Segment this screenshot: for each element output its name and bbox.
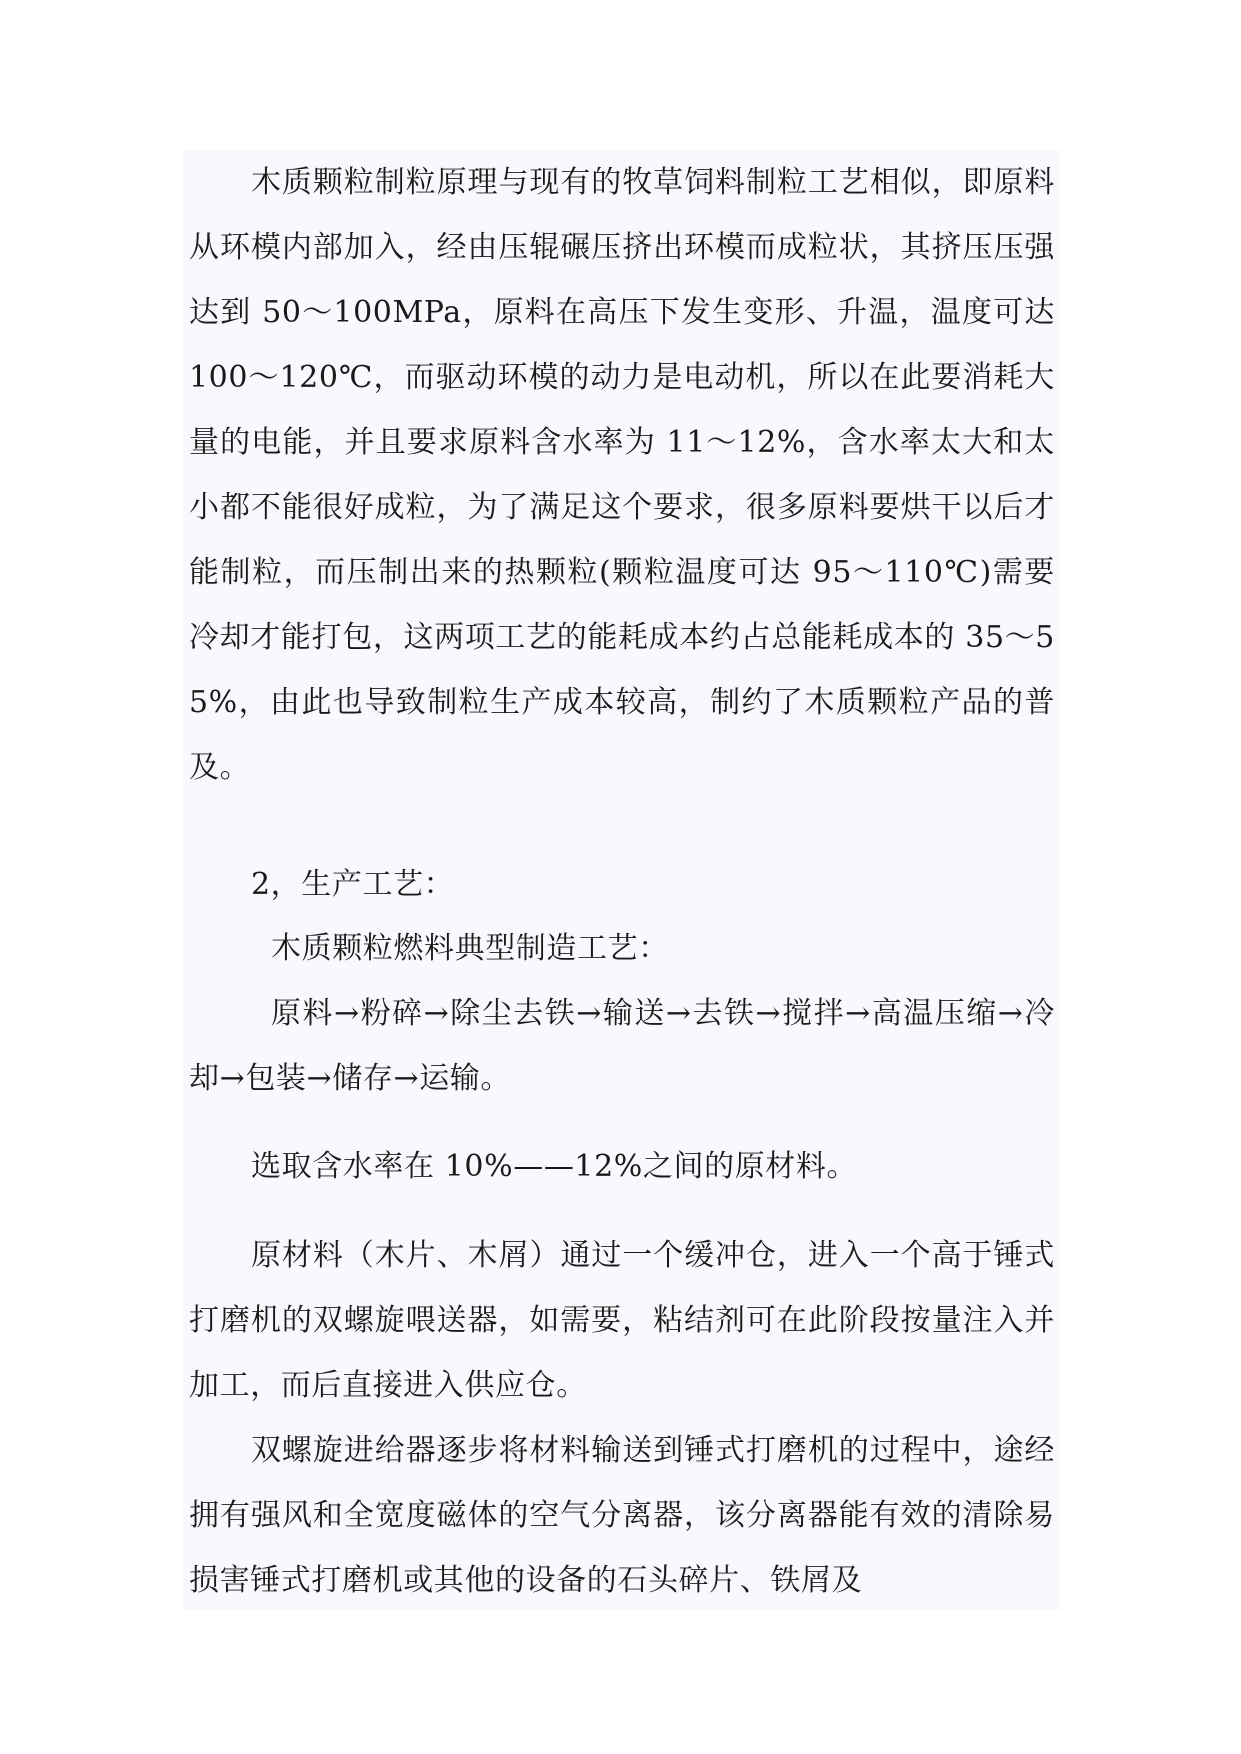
paragraph-pelletizing-principle: 木质颗粒制粒原理与现有的牧草饲料制粒工艺相似，即原料从环模内部加入，经由压辊碾压挤出环模而成粒状，其挤压压强达到 50～100MPa，原料在高压下发生变形、升温，温度可达 100～120℃，而驱动环模的动力是电动机，所以在此要消耗大量的电能，并且要求原料含水率为 11～12%，含水率太大和太小都不能很好成粒，为了满足这个要求，很多原料要烘干以后才能制粒，而压制出来的热颗粒(颗粒温度可达 95～110℃)需要冷却才能打包，这两项工艺的能耗成本约占总能耗成本的 35～55%，由此也导致制粒生产成本较高，制约了木质颗粒产品的普及。 — [189, 165, 1055, 785]
paragraph-moisture-selection: 选取含水率在 10%——12%之间的原材料。 — [251, 1149, 858, 1184]
paragraph-twin-screw-feeder: 双螺旋进给器逐步将材料输送到锤式打磨机的过程中，途经拥有强风和全宽度磁体的空气分离器，该分离器能有效的清除易损害锤式打磨机或其他的设备的石头碎片、铁屑及 — [189, 1433, 1055, 1598]
section-heading-production-process: 2，生产工艺： — [251, 867, 455, 902]
document-page — [183, 150, 1060, 1610]
paragraph-process-flow: 原料→粉碎→除尘去铁→输送→去铁→搅拌→高温压缩→冷却→包装→储存→运输。 — [189, 996, 1055, 1096]
paragraph-typical-process-title: 木质颗粒燃料典型制造工艺： — [271, 931, 669, 966]
paragraph-buffer-bin: 原材料（木片、木屑）通过一个缓冲仓，进入一个高于锤式打磨机的双螺旋喂送器，如需要，粘结剂可在此阶段按量注入并加工，而后直接进入供应仓。 — [189, 1238, 1055, 1403]
